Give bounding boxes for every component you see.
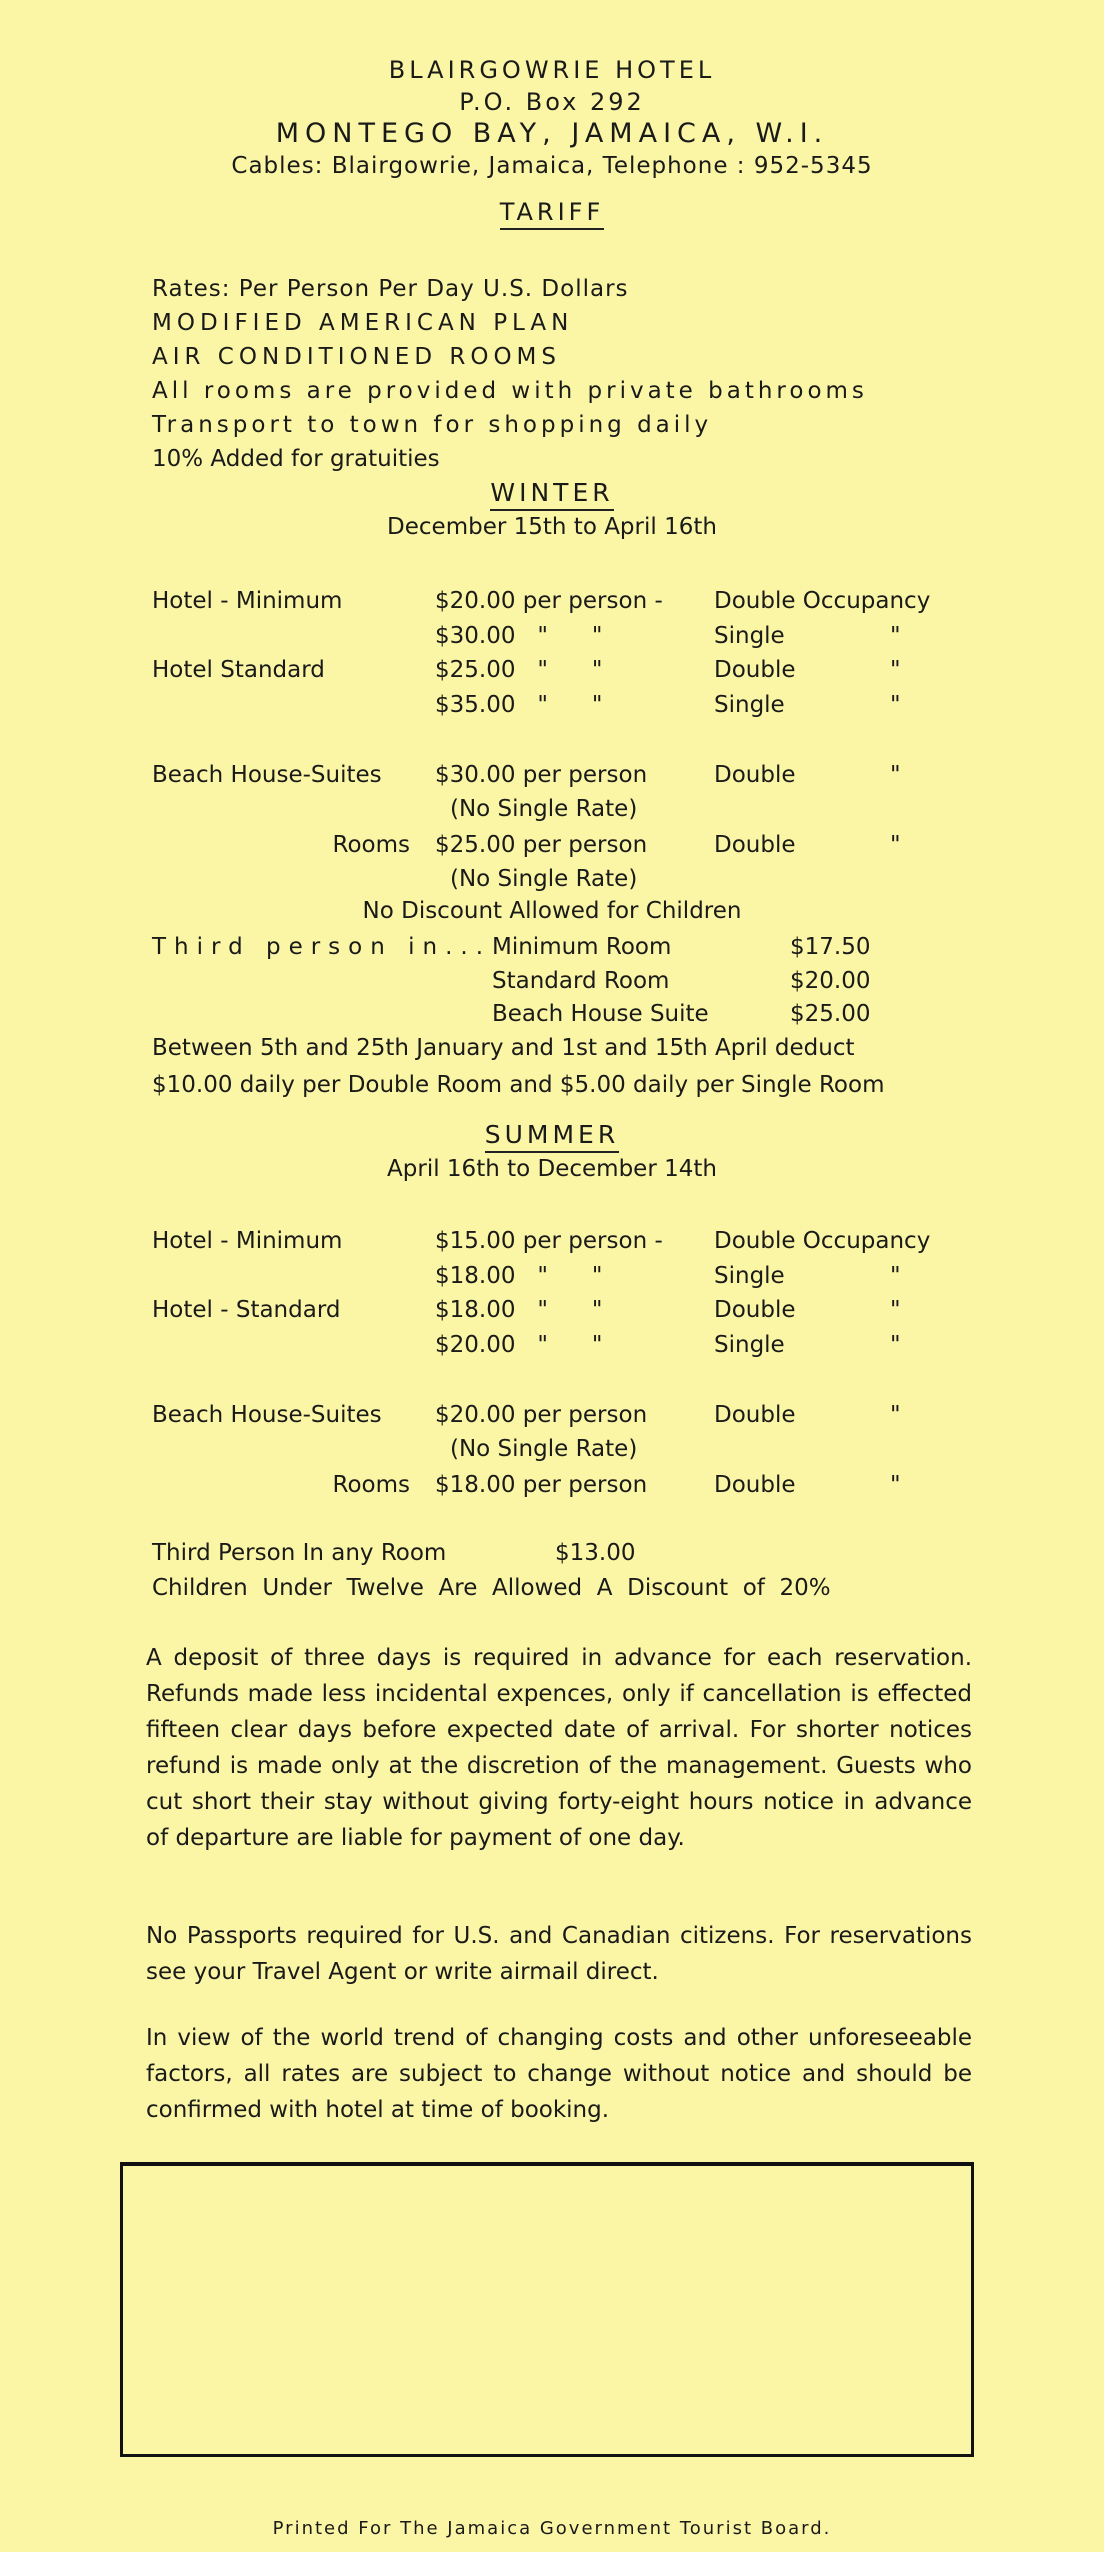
- passport-note: No Passports required for U.S. and Canadian citizens. For reservations see your Travel Agent or write airmail direct.: [146, 1923, 972, 1985]
- tariff-heading: TARIFF: [0, 198, 1104, 226]
- room-type: AIR CONDITIONED ROOMS: [152, 344, 561, 370]
- winter-title: WINTER: [0, 478, 1104, 507]
- rate-row: Hotel - Minimum $15.00 per person - Double Occupancy: [152, 1228, 931, 1254]
- third-person-row: Beach House Suite $25.00: [492, 1001, 871, 1027]
- rates-change-note: In view of the world trend of changing costs and other unforeseeable factors, all rates are subject to change without notice and should be confirmed with hotel at time of booking.: [146, 2025, 972, 2123]
- rate-note: (No Single Rate): [450, 796, 638, 822]
- summer-title: SUMMER: [0, 1120, 1104, 1149]
- deduction-note: $10.00 daily per Double Room and $5.00 daily per Single Room: [152, 1072, 885, 1098]
- rate-row: Beach House-Suites $30.00 per person Double ": [152, 762, 901, 788]
- rate-note: (No Single Rate): [450, 1436, 638, 1462]
- rates-basis: Rates: Per Person Per Day U.S. Dollars: [152, 276, 629, 302]
- rate-note: (No Single Rate): [450, 866, 638, 892]
- third-person-summer: Third Person In any Room $13.00: [152, 1540, 636, 1566]
- rate-row: $35.00 " " Single ": [435, 692, 901, 718]
- third-person-row: Standard Room $20.00: [492, 968, 871, 994]
- po-box: P.O. Box 292: [459, 88, 645, 116]
- rate-row: Rooms $18.00 per person Double ": [332, 1472, 901, 1498]
- rate-row: Hotel - Minimum $20.00 per person - Double Occupancy: [152, 588, 931, 614]
- rate-row: Beach House-Suites $20.00 per person Double ": [152, 1402, 901, 1428]
- hotel-name: BLAIRGOWRIE HOTEL: [388, 56, 716, 84]
- transport-note: Transport to town for shopping daily: [152, 412, 713, 438]
- no-discount-note: No Discount Allowed for Children: [362, 898, 742, 924]
- rate-row: $20.00 " " Single ": [435, 1332, 901, 1358]
- children-discount: Children Under Twelve Are Allowed A Discount of 20%: [152, 1575, 831, 1601]
- winter-dates: December 15th to April 16th: [387, 514, 717, 540]
- third-person-row: Third person in... Minimum Room $17.50: [152, 934, 871, 960]
- rate-row: $18.00 " " Single ": [435, 1263, 901, 1289]
- rate-row: Rooms $25.00 per person Double ": [332, 832, 901, 858]
- bathrooms-note: All rooms are provided with private bathrooms: [152, 378, 868, 404]
- rate-row: Hotel - Standard $18.00 " " Double ": [152, 1297, 901, 1323]
- hotel-contact: Cables: Blairgowrie, Jamaica, Telephone : 952-5345: [231, 153, 873, 179]
- deduction-note: Between 5th and 25th January and 1st and 15th April deduct: [152, 1035, 855, 1061]
- letterhead: [0, 54, 1104, 182]
- gratuities-note: 10% Added for gratuities: [152, 446, 440, 472]
- printed-for-note: Printed For The Jamaica Government Tourist Board.: [272, 2518, 832, 2539]
- meal-plan: MODIFIED AMERICAN PLAN: [152, 310, 574, 336]
- rate-row: $30.00 " " Single ": [435, 623, 901, 649]
- hotel-city: MONTEGO BAY, JAMAICA, W.I.: [275, 118, 829, 149]
- summer-dates: April 16th to December 14th: [387, 1156, 717, 1182]
- blank-stamp-box: [120, 2162, 974, 2457]
- rate-row: Hotel Standard $25.00 " " Double ": [152, 657, 901, 683]
- rate-notes: [152, 272, 868, 476]
- deposit-policy: A deposit of three days is required in advance for each reservation. Refunds made less incidental expences, only if cancellation is effected fifteen clear days before expected date of arrival. For shorter notices refund is made only at the discretion of the management. Guests who cut short their stay without giving forty-eight hours notice in advance of departure are liable for payment of one day.: [146, 1645, 972, 1851]
